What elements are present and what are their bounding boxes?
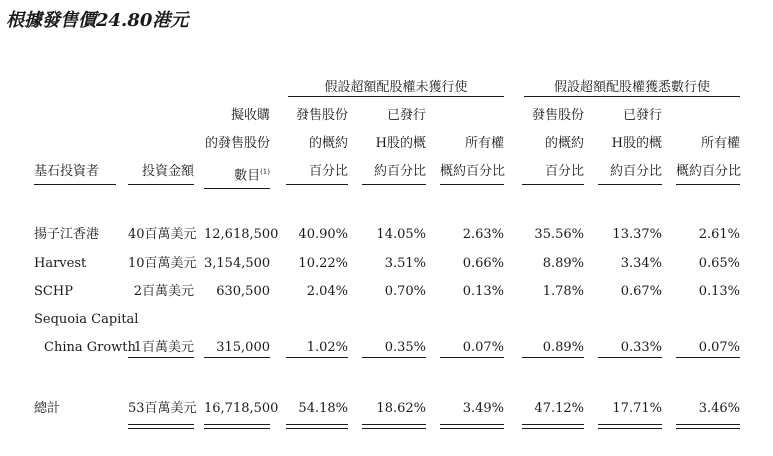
row-investor-name: SCHP	[34, 284, 73, 299]
cell-amount: 1百萬美元	[128, 339, 194, 358]
cell-c1: 10.22%	[298, 256, 348, 271]
cell-c2: 0.70%	[384, 284, 426, 299]
header-offer-pct-line1: 發售股份	[295, 108, 348, 123]
header-all-pct-line2: 概約百分比	[440, 160, 504, 185]
cell-shares: 315,000	[204, 339, 270, 358]
page-title: 根據發售價24.80港元	[6, 10, 189, 31]
header-all-pct2-line1: 所有權	[700, 136, 740, 151]
group-header-fully-exercised: 假設超額配股權獲悉數行使	[524, 76, 740, 97]
total-c2: 18.62%	[376, 401, 426, 416]
cell-c5: 0.33%	[598, 339, 662, 358]
double-underline	[128, 424, 194, 429]
total-c3: 3.49%	[462, 401, 504, 416]
total-c1: 54.18%	[298, 401, 348, 416]
cell-c6: 0.65%	[698, 256, 740, 271]
cell-c2: 14.05%	[376, 227, 426, 242]
cell-c4: 1.78%	[542, 284, 584, 299]
total-amount: 53百萬美元	[128, 401, 197, 416]
row-investor-name-cont: China Growth	[44, 340, 136, 355]
cell-c6: 0.07%	[676, 339, 740, 358]
double-underline	[204, 424, 270, 429]
cell-c5: 3.34%	[620, 256, 662, 271]
header-h-pct-line1: 已發行	[386, 108, 426, 123]
group-header-not-exercised: 假設超額配股權未獲行使	[288, 76, 504, 97]
total-c4: 47.12%	[534, 401, 584, 416]
cell-c4: 0.89%	[522, 339, 584, 358]
cell-shares: 3,154,500	[204, 256, 271, 271]
double-underline	[598, 424, 662, 429]
total-c6: 3.46%	[698, 401, 740, 416]
cell-c5: 0.67%	[620, 284, 662, 299]
double-underline	[676, 424, 740, 429]
cell-amount: 2百萬美元	[133, 284, 194, 299]
cell-c6: 0.13%	[698, 284, 740, 299]
cell-c1: 1.02%	[286, 339, 348, 358]
header-offer-pct2-line3: 百分比	[522, 160, 584, 185]
cell-amount: 40百萬美元	[128, 227, 197, 242]
row-investor-name: 揚子江香港	[34, 227, 100, 242]
cell-c4: 8.89%	[542, 256, 584, 271]
header-offer-pct2-line2: 的概約	[544, 136, 584, 151]
header-all-pct-line1: 所有權	[464, 136, 504, 151]
cell-c2: 0.35%	[362, 339, 426, 358]
double-underline	[522, 424, 584, 429]
row-investor-name: Harvest	[34, 256, 87, 271]
header-shares-line1: 擬收購	[230, 108, 270, 123]
header-h-pct2-line2: H股的概	[611, 136, 662, 151]
header-offer-pct-line2: 的概約	[308, 136, 348, 151]
total-shares: 16,718,500	[204, 401, 279, 416]
header-h-pct-line2: H股的概	[375, 136, 426, 151]
cell-shares: 12,618,500	[204, 227, 279, 242]
header-investor: 基石投資者	[34, 160, 116, 185]
cell-c1: 2.04%	[306, 284, 348, 299]
header-offer-pct2-line1: 發售股份	[531, 108, 584, 123]
row-investor-name: Sequoia Capital	[34, 312, 139, 327]
cell-c4: 35.56%	[534, 227, 584, 242]
double-underline	[286, 424, 348, 429]
header-h-pct-line3: 約百分比	[362, 160, 426, 185]
total-label: 總計	[34, 401, 61, 416]
cell-shares: 630,500	[216, 284, 270, 299]
header-all-pct2-line2: 概約百分比	[676, 160, 740, 185]
header-shares-line2: 的發售股份	[204, 136, 270, 151]
cell-c2: 3.51%	[384, 256, 426, 271]
cell-c6: 2.61%	[698, 227, 740, 242]
header-shares-line3: 數目$^{(1)}$	[204, 160, 270, 189]
cell-c1: 40.90%	[298, 227, 348, 242]
double-underline	[440, 424, 504, 429]
cell-c3: 0.07%	[440, 339, 504, 358]
cell-c3: 0.66%	[462, 256, 504, 271]
cell-c3: 0.13%	[462, 284, 504, 299]
header-h-pct2-line1: 已發行	[622, 108, 662, 123]
cell-amount: 10百萬美元	[128, 256, 197, 271]
header-amount: 投資金額	[128, 160, 194, 185]
cell-c3: 2.63%	[462, 227, 504, 242]
header-h-pct2-line3: 約百分比	[598, 160, 662, 185]
header-offer-pct-line3: 百分比	[286, 160, 348, 185]
total-c5: 17.71%	[612, 401, 662, 416]
double-underline	[362, 424, 426, 429]
cell-c5: 13.37%	[612, 227, 662, 242]
